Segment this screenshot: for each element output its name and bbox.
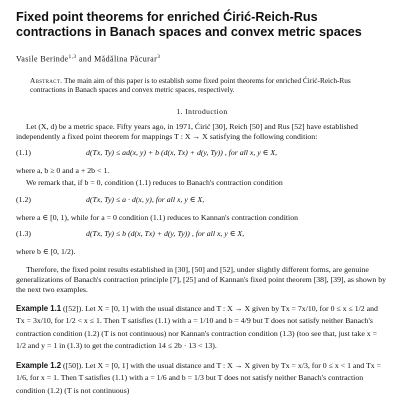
remark-paragraph: We remark that, if b = 0, condition (1.1) reduces to Banach's contraction condition xyxy=(26,178,283,188)
paper-page xyxy=(16,0,388,397)
author-conjunction: and xyxy=(78,54,92,64)
section-heading: 1. Introduction xyxy=(176,106,228,116)
title-line-2: contractions in Banach spaces and convex metric spaces xyxy=(16,25,362,39)
intro-paragraph-1: Let (X, d) be a metric space. Fifty years ago, in 1971, Ćirić [30], Reich [50] and Rus [52] have established independently a fixed point theorem for mappings T : X → X satisfying the following condition: xyxy=(16,121,358,142)
equation-number: (1.2) xyxy=(16,194,31,204)
equation-1-1-conditions: where a, b ≥ 0 and a + 2b < 1. xyxy=(16,166,110,176)
example-label: Example 1.1 xyxy=(16,303,62,313)
author-line xyxy=(16,54,388,64)
equation-number: (1.3) xyxy=(16,228,31,238)
example-label: Example 1.2 xyxy=(16,360,62,370)
equation-number: (1.1) xyxy=(16,148,31,158)
example-text: ([50]). Let X = [0, 1] with the usual distance and T : X → X given by Tx = x/3, for 0 ≤ x < 1 and Tx = 1/6, for x = 1. Then T satisfies (1.1) with a = 1/6 and b = 1/3 but T does not satisfy neither Banach's contraction condition (1.2) (T is not continuous) xyxy=(16,360,381,395)
equation-1-2-conditions: where a ∈ [0, 1), while for a = 0 condition (1.1) reduces to Kannan's contraction condition xyxy=(16,212,298,222)
author-2-affiliation: 3 xyxy=(157,54,161,60)
abstract xyxy=(30,76,374,95)
equation-1-3-conditions: where b ∈ [0, 1/2). xyxy=(16,246,76,256)
author-1-affiliation: 1,3 xyxy=(68,54,77,60)
example-1-2 xyxy=(16,360,388,398)
equation-body: d(Tx, Ty) ≤ b (d(x, Tx) + d(y, Ty)) , for all x, y ∈ X, xyxy=(86,228,245,238)
title-line-1: Fixed point theorems for enriched Ćirić-Reich-Rus xyxy=(16,10,318,24)
author-1-name: Vasile Berinde xyxy=(16,54,69,64)
equation-1-2 xyxy=(16,192,388,207)
intro-paragraph-2: Therefore, the fixed point results established in [30], [50] and [52], under slightly different forms, are genuine generalizations of Banach's contraction principle [7], [25] and of Kannan's fixed point theorem [38], [39], as shown by the next two examples. xyxy=(16,265,387,295)
abstract-label: Abstract. xyxy=(30,75,63,85)
abstract-text: The main aim of this paper is to establish some fixed point theorems for enriched Ćirić-Reich-Rus contractions in Banach spaces and convex metric spaces, respectively. xyxy=(30,75,351,95)
equation-1-1 xyxy=(16,145,388,160)
equation-body: d(Tx, Ty) ≤ a · d(x, y), for all x, y ∈ X, xyxy=(86,194,205,204)
equation-body: d(Tx, Ty) ≤ ad(x, y) + b (d(x, Tx) + d(y, Ty)) , for all x, y ∈ X, xyxy=(86,148,278,158)
paper-title xyxy=(16,10,388,40)
author-2-name: Mădălina Păcurar xyxy=(94,54,158,64)
example-1-1 xyxy=(16,303,388,353)
equation-1-3 xyxy=(16,226,388,241)
example-text: ([52]). Let X = [0, 1] with the usual distance and T : X → X given by Tx = 7x/10, for 0 ≤ x ≤ 1/2 and Tx = 3x/10, for 1/2 < x ≤ 1. Then T satisfies (1.1) with a = 1/10 and b = 4/9 but T does not satisfy neither Banach's contraction condition (1.2) (T is not continuous) nor Kannan's contraction condition (1.3) (too see that, just take x = 1/2 and y = 1 in (1.3) to get the contradiction 14 ≤ 2b · 13 < 13). xyxy=(16,303,378,351)
